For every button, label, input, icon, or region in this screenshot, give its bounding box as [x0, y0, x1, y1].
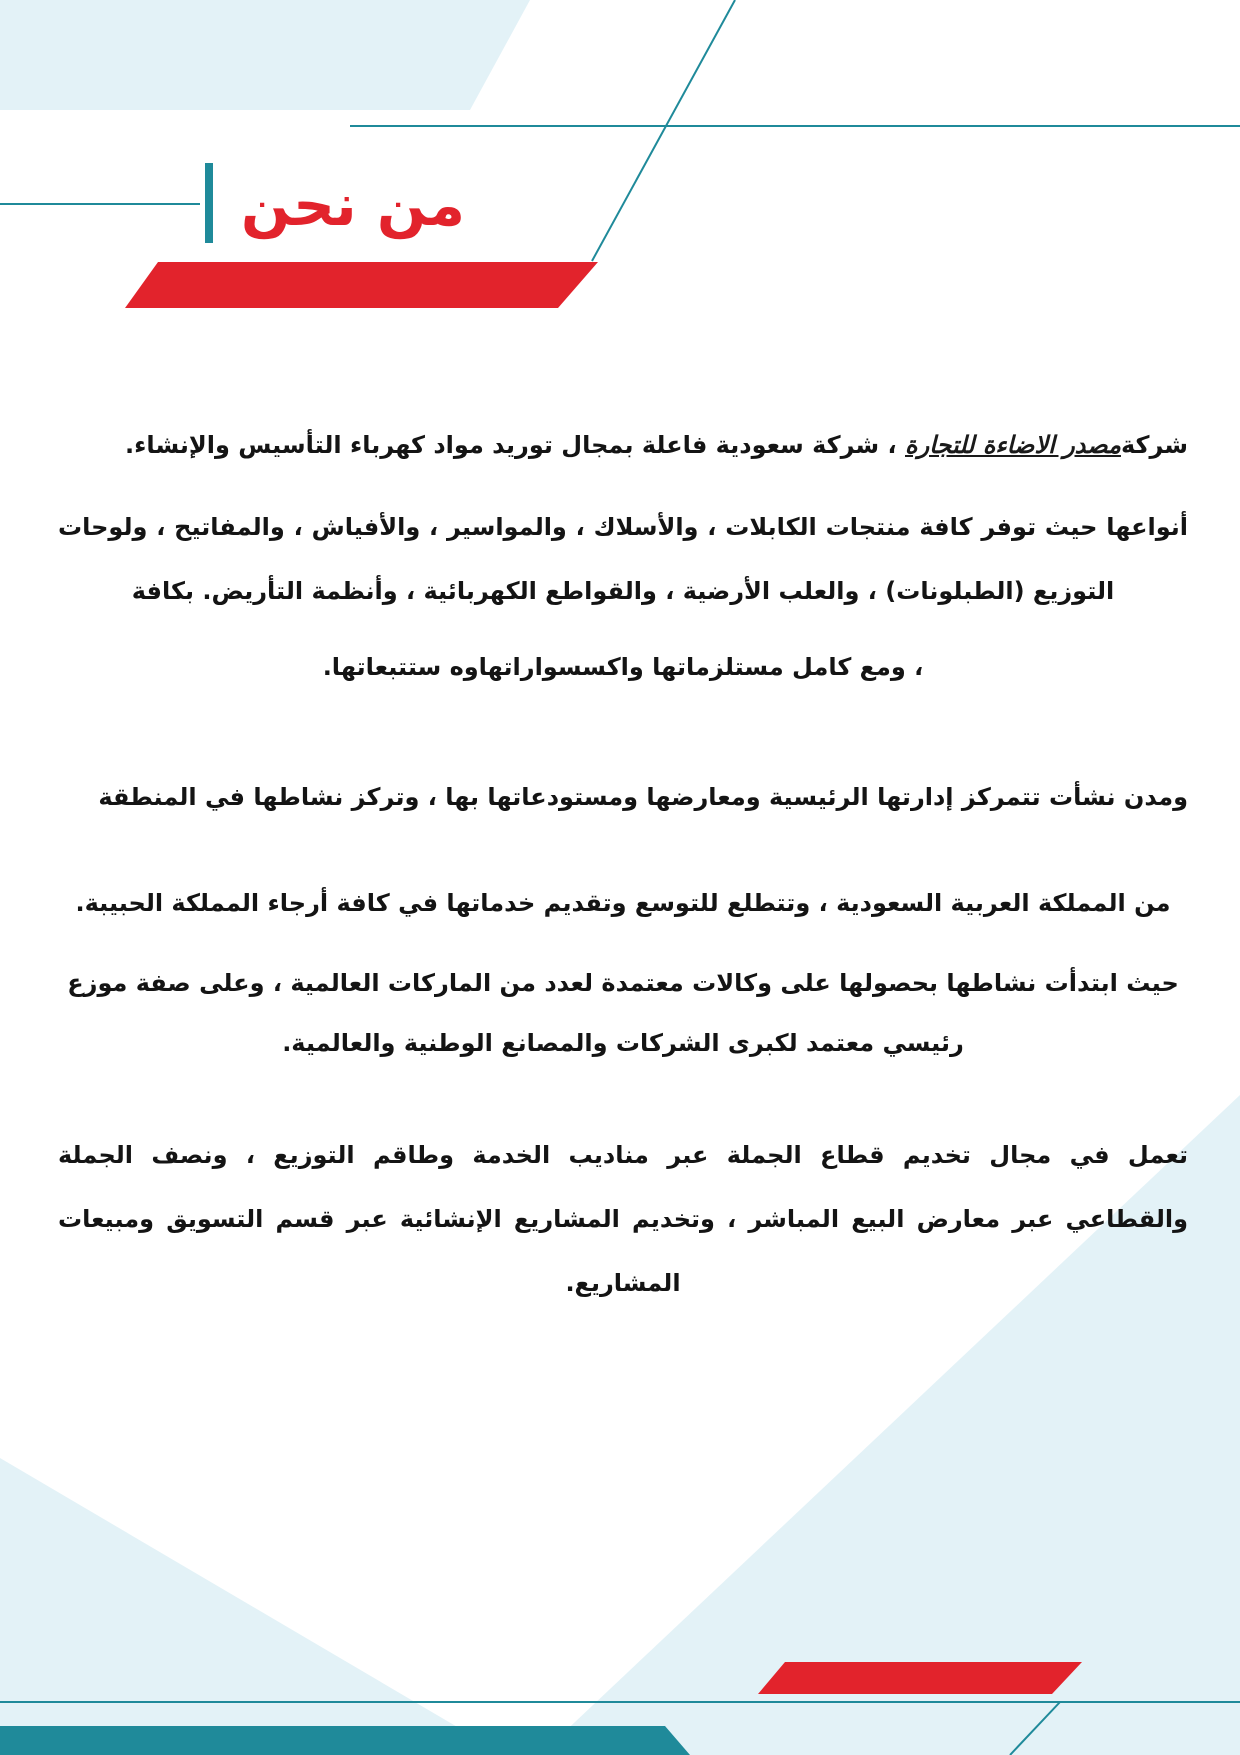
bottom-teal-strip [0, 1726, 690, 1755]
red-banner [125, 262, 598, 308]
headquarters-paragraph: ومدن نشأت تتمركز إدارتها الرئيسية ومعارضها ومستودعاتها بها ، وتركز نشاطها في المنطقة [98, 783, 1188, 811]
bottom-left-blue-shape [0, 1458, 505, 1755]
intro-start: شركة [1120, 431, 1188, 459]
about-body [58, 425, 1188, 1315]
services-paragraph: تعمل في مجال تخديم قطاع الجملة عبر مناديب الخدمة وطاقم التوزيع ، ونصف الجملة والقطاعي عبر معارض البيع المباشر ، وتخديم المشاريع الإنشائية عبر قسم التسويق ومبيعات المشاريع. [58, 1141, 1188, 1297]
accessories-paragraph: ، ومع كامل مستلزماتها واكسسواراتهاوه ستتبعاتها. [322, 653, 924, 681]
products-paragraph: أنواعها حيث توفر كافة منتجات الكابلات ، والأسلاك ، والمواسير ، والأفياش ، والمفاتيح ، ولوحات التوزيع (الطبلونات) ، والعلب الأرضية ، والقواطع الكهربائية ، وأنظمة التأريض. بكافة [58, 513, 1188, 605]
page-title: من نحن [240, 171, 465, 239]
intro-paragraph [58, 425, 1188, 465]
page-header [205, 160, 465, 250]
region-paragraph: من المملكة العربية السعودية ، وتتطلع للتوسع وتقديم خدماتها في كافة أرجاء المملكة الحبيبة. [75, 889, 1171, 917]
brand-name: مصدر الاضاءة للتجارة [905, 431, 1121, 459]
agencies-paragraph: حيث ابتدأت نشاطها بحصولها على وكالات معتمدة لعدد من الماركات العالمية ، وعلى صفة موزع رئيسي معتمد لكبرى الشركات والمصانع الوطنية والعالمية. [67, 969, 1179, 1057]
top-blue-shape [0, 0, 530, 110]
bottom-red-bar [758, 1662, 1082, 1694]
teal-diagonal [592, 0, 735, 261]
title-accent-bar [205, 163, 213, 243]
intro-end: ، شركة سعودية فاعلة بمجال توريد مواد كهرباء التأسيس والإنشاء. [125, 431, 905, 459]
